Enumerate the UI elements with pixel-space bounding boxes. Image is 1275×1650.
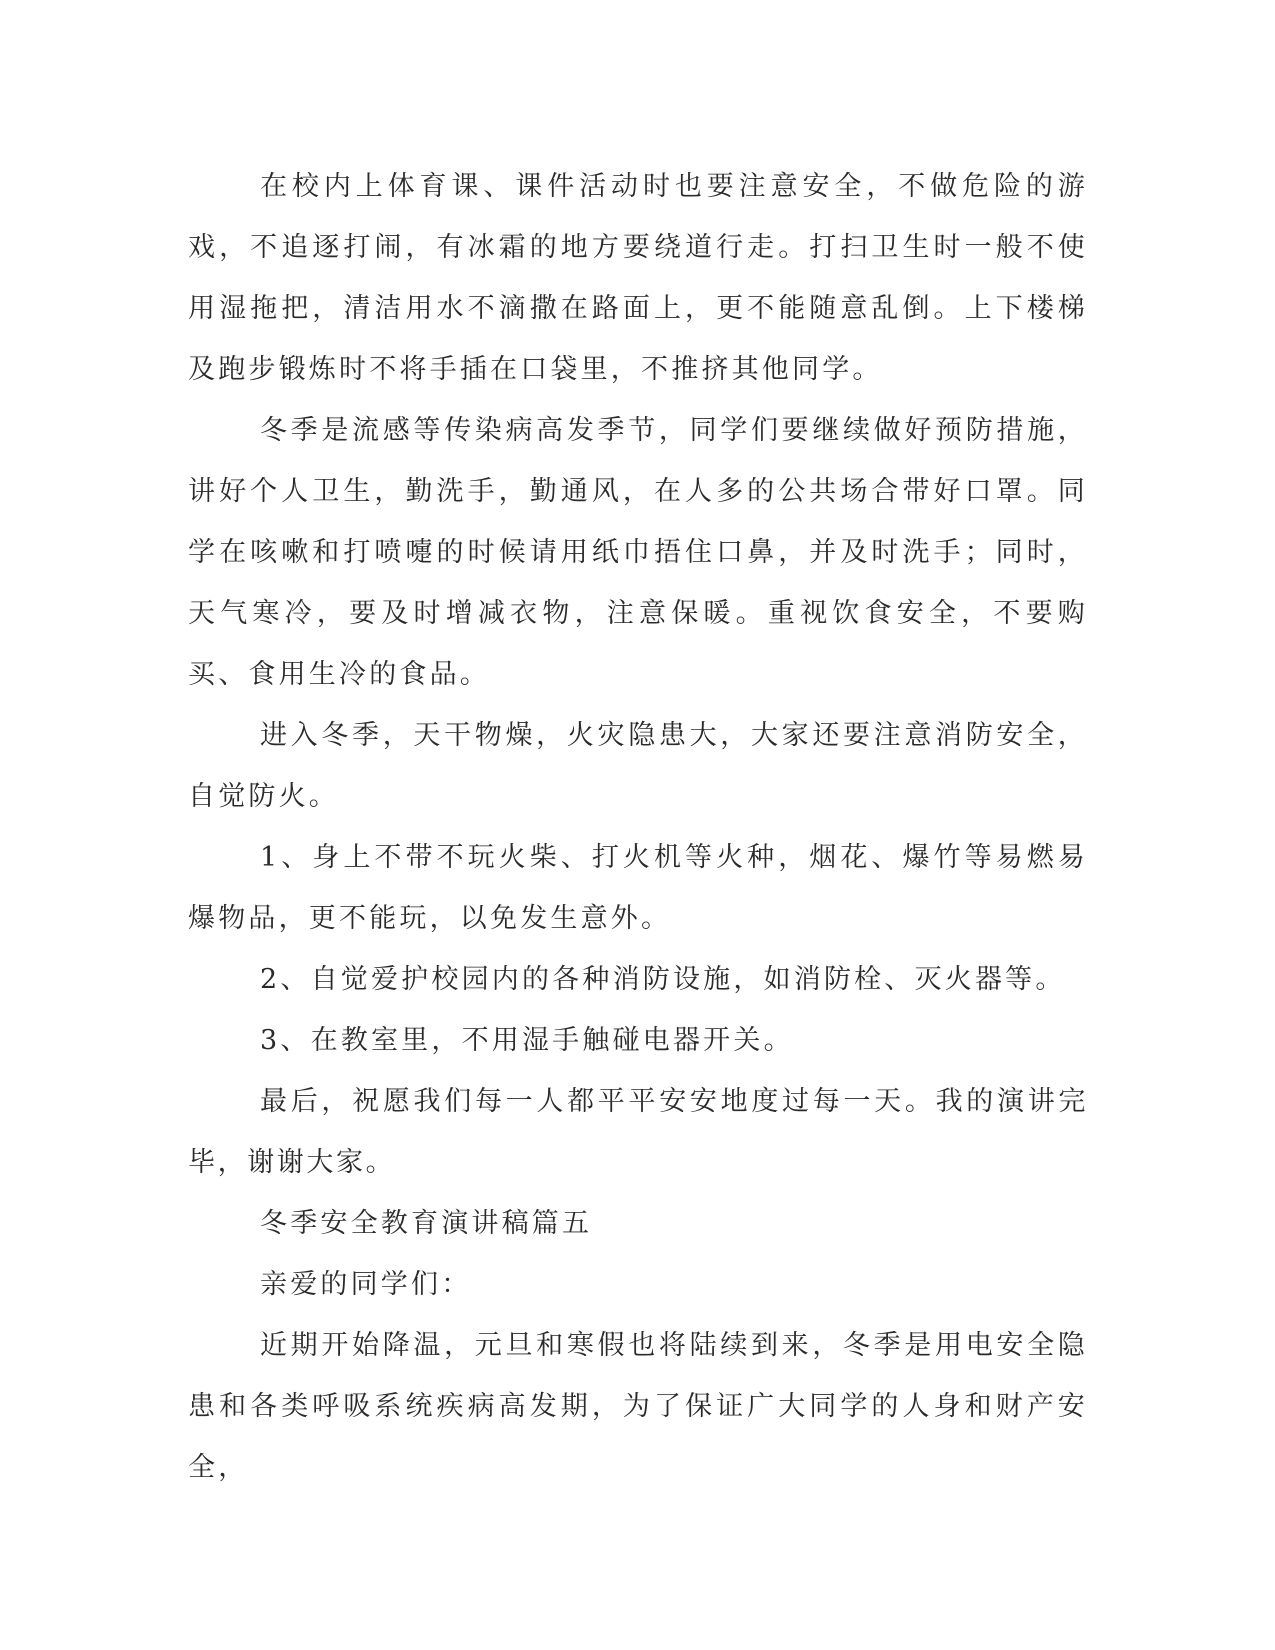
section-heading: 冬季安全教育演讲稿篇五	[260, 1208, 593, 1239]
paragraph-fire-rule-3: 3、在教室里，不用湿手触碰电器开关。	[260, 1025, 794, 1056]
paragraph-winter-intro: 近期开始降温，元旦和寒假也将陆续到来，冬季是用电安全隐患和各类呼吸系统疾病高发期，为了保证广大同学的人身和财产安全，	[188, 1330, 1088, 1483]
salutation: 亲爱的同学们：	[260, 1269, 472, 1300]
paragraph-flu-prevention: 冬季是流感等传染病高发季节，同学们要继续做好预防措施，讲好个人卫生，勤洗手，勤通风，在人多的公共场合带好口罩。同学在咳嗽和打喷嚏的时候请用纸巾捂住口鼻，并及时洗手；同时，天气寒冷，要及时增减衣物，注意保暖。重视饮食安全，不要购买、食用生冷的食品。	[188, 415, 1088, 690]
paragraph-school-activities: 在校内上体育课、课件活动时也要注意安全，不做危险的游戏，不追逐打闹，有冰霜的地方要绕道行走。打扫卫生时一般不使用湿拖把，清洁用水不滴撒在路面上，更不能随意乱倒。上下楼梯及跑步锻炼时不将手插在口袋里，不推挤其他同学。	[188, 171, 1088, 385]
paragraph-closing: 最后，祝愿我们每一人都平平安安地度过每一天。我的演讲完毕，谢谢大家。	[188, 1086, 1088, 1178]
document-body	[188, 156, 1088, 1498]
paragraph-fire-rule-2: 2、自觉爱护校园内的各种消防设施，如消防栓、灭火器等。	[260, 964, 1066, 995]
paragraph-fire-rule-1: 1、身上不带不玩火柴、打火机等火种，烟花、爆竹等易燃易爆物品，更不能玩，以免发生意外。	[188, 842, 1088, 934]
paragraph-fire-safety-intro: 进入冬季，天干物燥，火灾隐患大，大家还要注意消防安全，自觉防火。	[188, 720, 1088, 812]
